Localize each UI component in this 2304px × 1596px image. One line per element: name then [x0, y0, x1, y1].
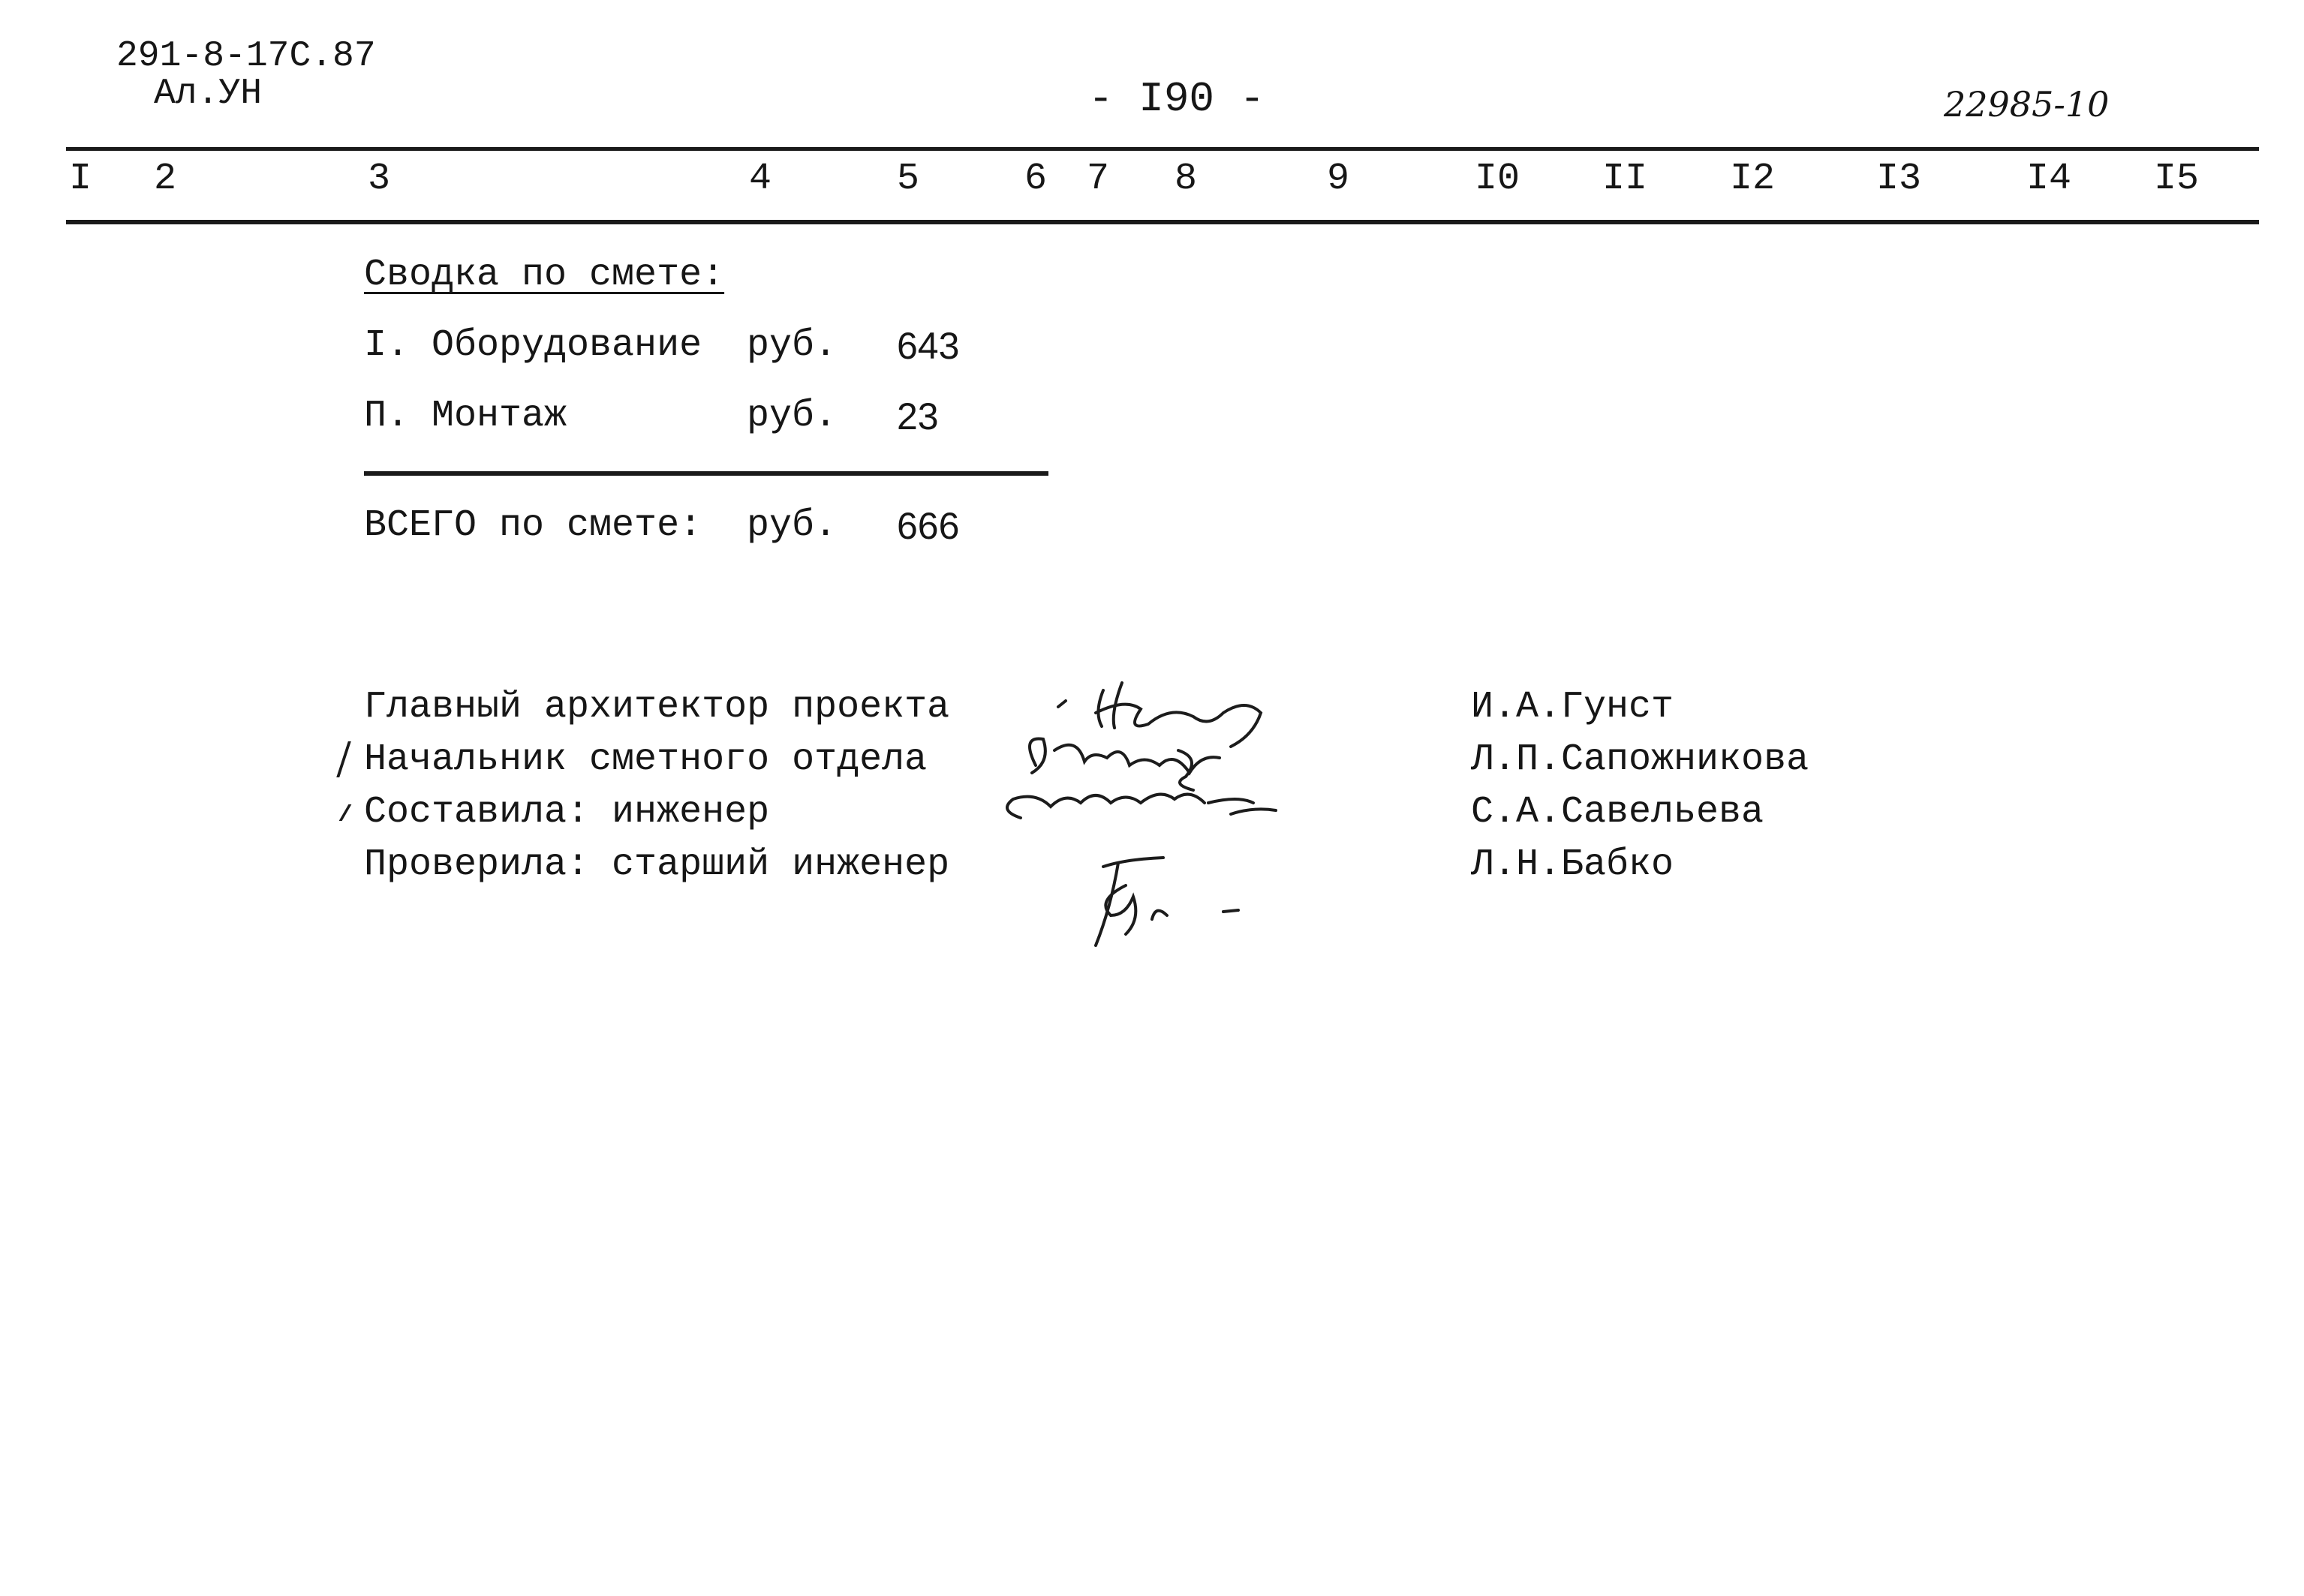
total-label: ВСЕГО по смете:: [364, 504, 702, 547]
total-value: 666: [897, 505, 960, 547]
signatory-name: Л.Н.Бабко: [1471, 843, 1674, 886]
signatory-position: Начальник сметного отдела: [364, 738, 928, 781]
archive-number: 22985-10: [1944, 84, 2110, 125]
column-number: I: [69, 158, 92, 200]
signatory-name: Л.П.Сапожникова: [1471, 738, 1809, 781]
column-number: 9: [1327, 158, 1350, 200]
signatory-position: Главный архитектор проекта: [364, 686, 950, 729]
header-bottom-rule: [66, 220, 2259, 224]
summary-row-value: 643: [897, 325, 960, 367]
summary-row-label: П. Монтаж: [364, 395, 567, 437]
total-unit: руб.: [747, 504, 838, 547]
column-number: 8: [1175, 158, 1198, 200]
margin-tick: [336, 741, 351, 777]
signatory-position: Составила: инженер: [364, 791, 770, 834]
summary-row-unit: руб.: [747, 395, 838, 437]
margin-tick: [339, 804, 352, 821]
summary-row-label: I. Оборудование: [364, 324, 702, 367]
summary-title: Сводка по смете:: [364, 254, 725, 296]
summary-row-unit: руб.: [747, 324, 838, 367]
signatory-name: С.А.Савельева: [1471, 791, 1764, 834]
column-number: 5: [897, 158, 920, 200]
column-number: I4: [2026, 158, 2072, 200]
page-number: - I90 -: [1088, 75, 1265, 123]
album-label: Ал.УН: [154, 74, 263, 114]
document-code: 291-8-17С.87: [116, 36, 376, 77]
column-number: 6: [1024, 158, 1048, 200]
column-number: I3: [1876, 158, 1922, 200]
column-number: I5: [2154, 158, 2200, 200]
signatory-name: И.А.Гунст: [1471, 686, 1674, 729]
column-number: 7: [1087, 158, 1110, 200]
column-number: II: [1602, 158, 1648, 200]
signatures-graphic: [991, 660, 1381, 960]
summary-row-value: 23: [897, 395, 939, 437]
total-rule: [364, 471, 1048, 476]
column-number: I2: [1730, 158, 1776, 200]
header-top-rule: [66, 147, 2259, 151]
signatory-position: Проверила: старший инженер: [364, 843, 950, 886]
column-number: 2: [154, 158, 177, 200]
column-number: 3: [368, 158, 391, 200]
column-number: I0: [1475, 158, 1520, 200]
column-number: 4: [749, 158, 772, 200]
